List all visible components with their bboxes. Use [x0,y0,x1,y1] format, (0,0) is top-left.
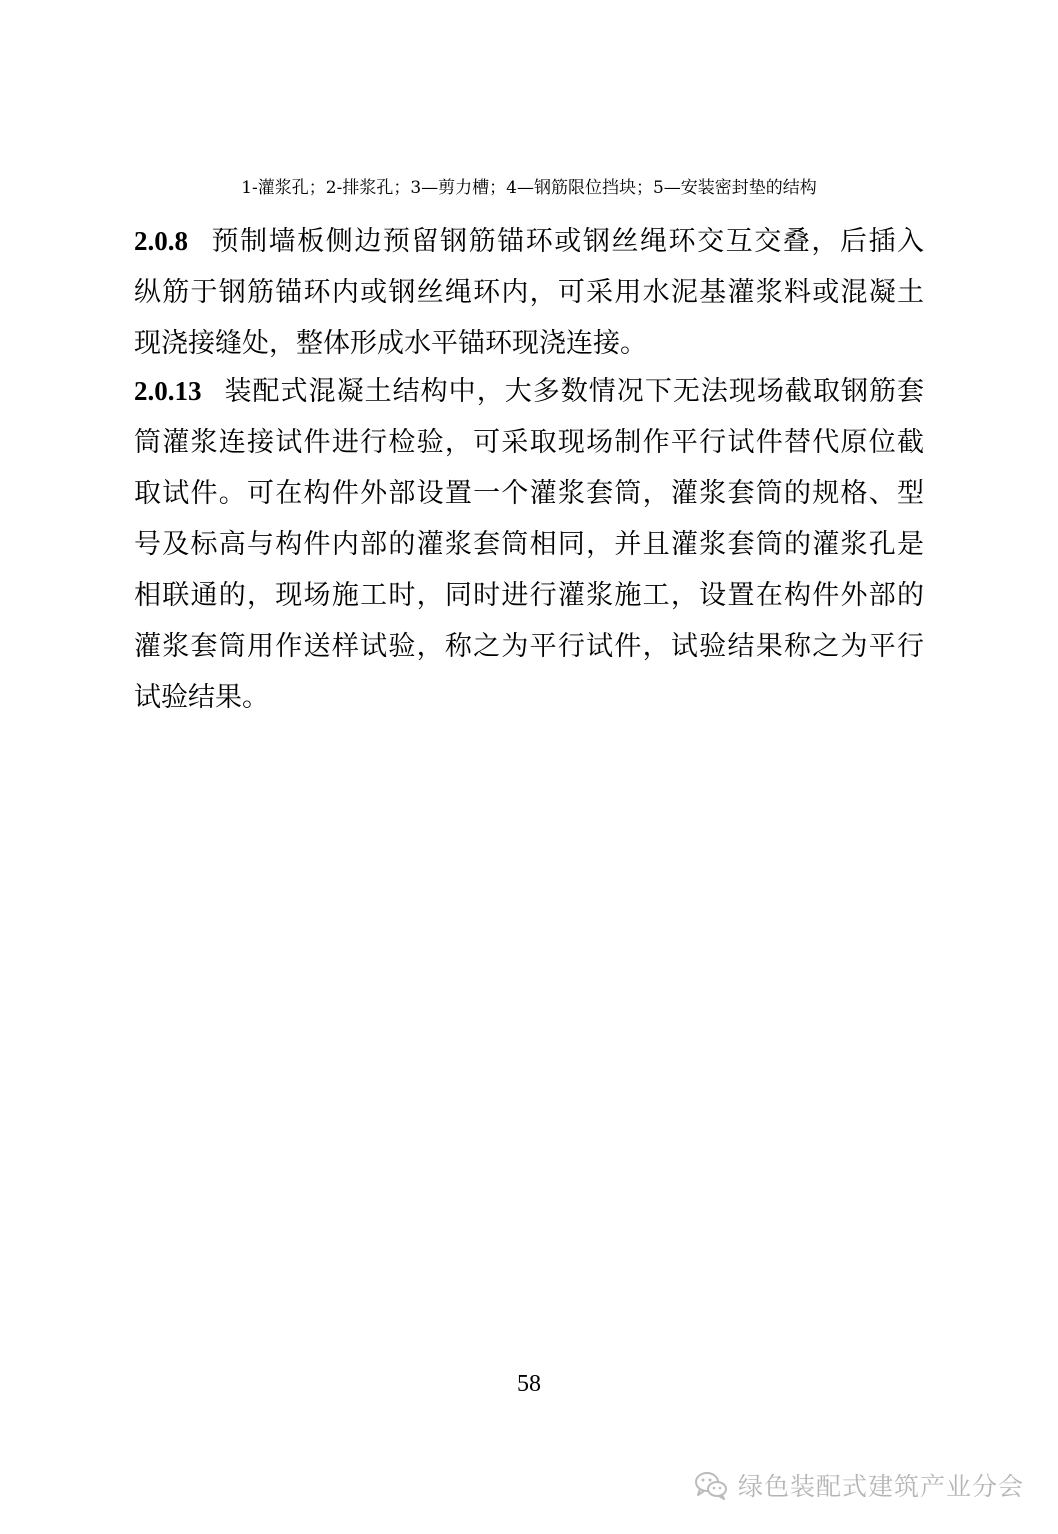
wechat-icon [694,1470,728,1500]
clause-number: 2.0.8 [134,226,188,256]
clause-line: 取试件。可在构件外部设置一个灌浆套筒，灌浆套筒的规格、型 [134,478,924,509]
clause-line: 试验结果。 [134,682,269,713]
clause-2-0-13 [134,366,924,723]
clause-2-0-8 [134,216,924,369]
watermark [694,1465,1024,1505]
figure-caption: 1-灌浆孔；2-排浆孔；3—剪力槽；4—钢筋限位挡块；5—安装密封垫的结构 [241,178,817,198]
clause-line: 筒灌浆连接试件进行检验，可采取现场制作平行试件替代原位截 [134,427,924,458]
watermark-text: 绿色装配式建筑产业分会 [737,1472,1024,1501]
clause-line: 纵筋于钢筋锚环内或钢丝绳环内，可采用水泥基灌浆料或混凝土 [134,277,924,308]
clause-line: 号及标高与构件内部的灌浆套筒相同，并且灌浆套筒的灌浆孔是 [134,529,924,560]
clause-text: 预制墙板侧边预留钢筋锚环或钢丝绳环交互交叠，后插入 [210,226,924,257]
clause-line: 相联通的，现场施工时，同时进行灌浆施工，设置在构件外部的 [134,580,924,611]
clause-number: 2.0.13 [134,376,202,406]
clause-line: 灌浆套筒用作送样试验，称之为平行试件，试验结果称之为平行 [134,631,924,662]
clause-line [134,366,924,417]
page-number: 58 [517,1371,541,1397]
clause-line [134,216,924,267]
clause-line: 现浇接缝处，整体形成水平锚环现浇连接。 [134,328,647,359]
clause-text: 装配式混凝土结构中，大多数情况下无法现场截取钢筋套 [223,376,924,407]
